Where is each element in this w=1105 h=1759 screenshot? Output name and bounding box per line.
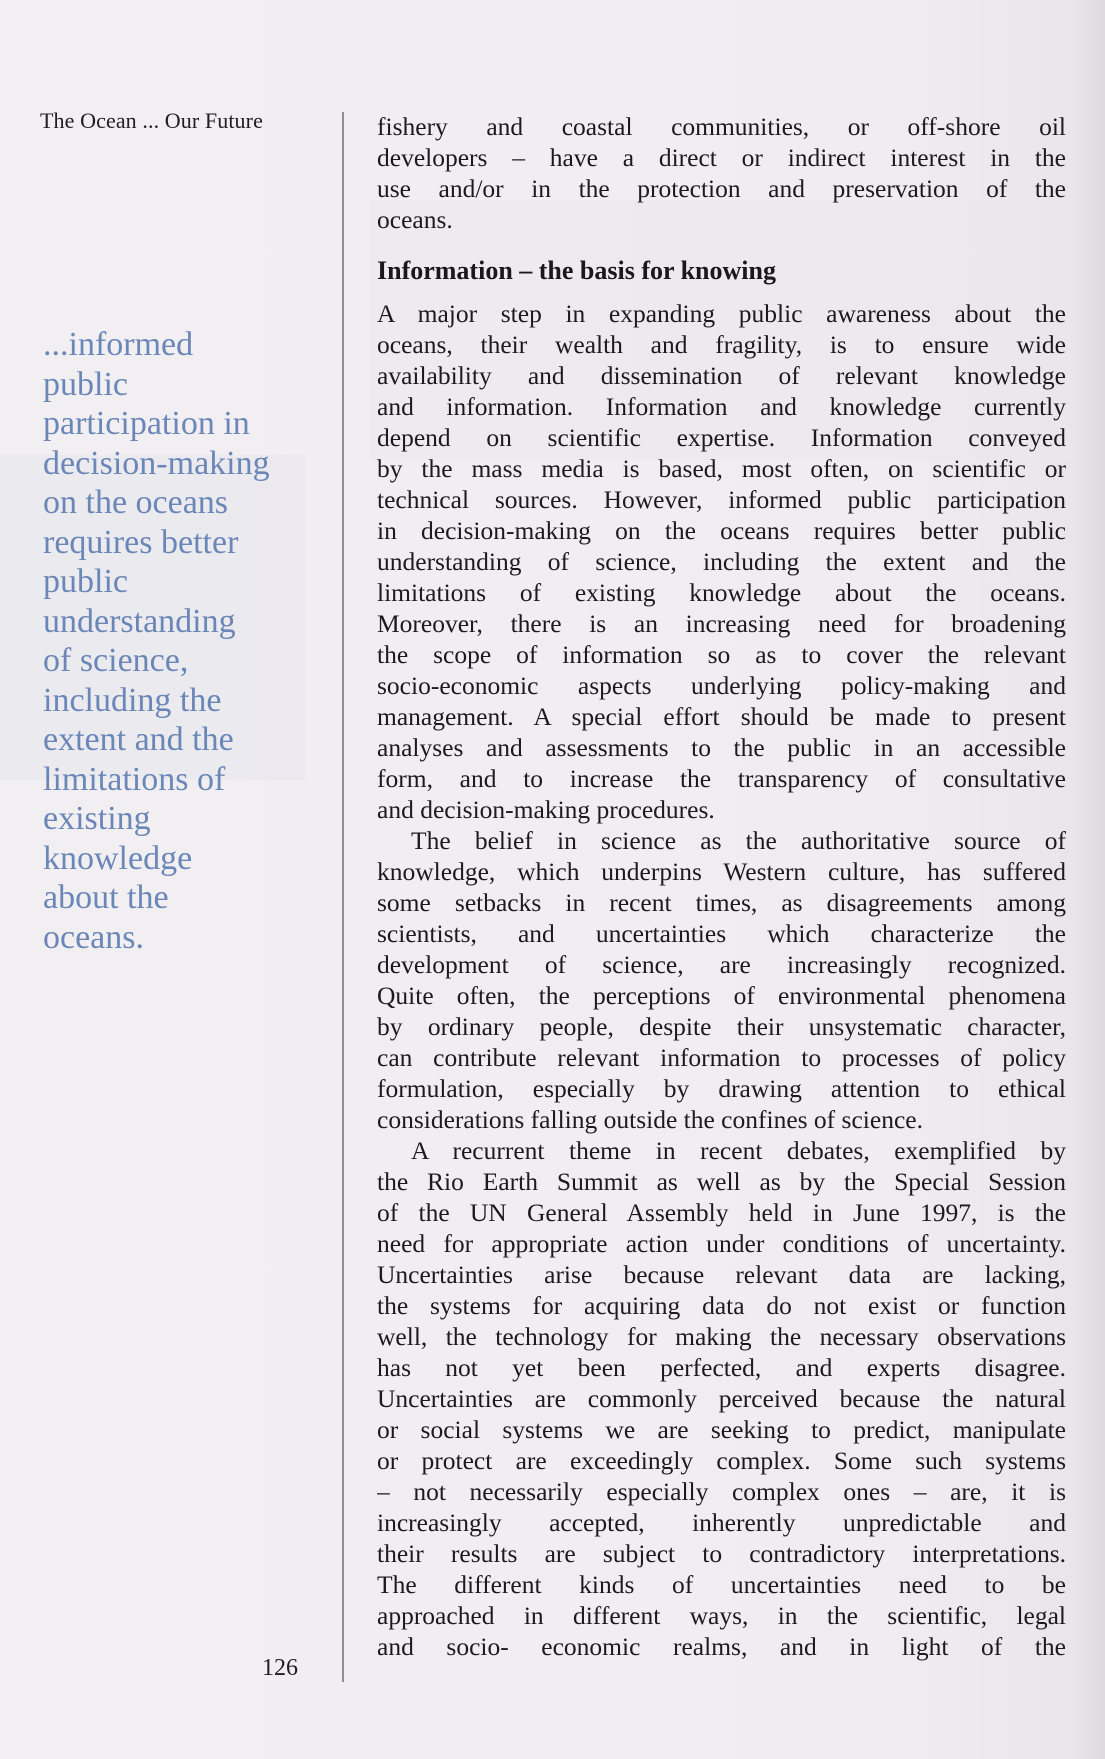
text-line: by the mass media is based, most often, on scientific or bbox=[377, 454, 1066, 483]
text-line: A recurrent theme in recent debates, exemplified by bbox=[411, 1136, 1066, 1165]
text-line: their results are subject to contradictory interpretations. bbox=[377, 1539, 1066, 1568]
text-line: knowledge, which underpins Western culture, has suffered bbox=[377, 857, 1066, 886]
text-line: and decision-making procedures. bbox=[377, 795, 715, 824]
body-text-column bbox=[377, 111, 1066, 1662]
text-line: fishery and coastal communities, or off-shore oil bbox=[377, 112, 1066, 141]
text-line: The belief in science as the authoritative source of bbox=[411, 826, 1066, 855]
pull-quote bbox=[43, 325, 313, 957]
pull-quote-line: public bbox=[43, 563, 128, 600]
pull-quote-line: of science, bbox=[43, 642, 189, 679]
text-line: of the UN General Assembly held in June 1997, is the bbox=[377, 1198, 1066, 1227]
text-line: A major step in expanding public awareness about the bbox=[377, 299, 1066, 328]
pull-quote-line: ...informed bbox=[43, 326, 194, 363]
text-line: in decision-making on the oceans requires better public bbox=[377, 516, 1066, 545]
pull-quote-line: oceans. bbox=[43, 918, 145, 956]
pull-quote-line: public bbox=[43, 365, 128, 403]
text-line: Moreover, there is an increasing need for broadening bbox=[377, 609, 1066, 638]
text-line: can contribute relevant information to processes of policy bbox=[377, 1043, 1066, 1072]
text-line: or protect are exceedingly complex. Some such systems bbox=[377, 1446, 1066, 1475]
text-line: – not necessarily especially complex ones – are, it is bbox=[377, 1477, 1066, 1506]
text-line: and information. Information and knowledge currently bbox=[377, 392, 1066, 421]
pull-quote-line: extent and the bbox=[43, 721, 234, 758]
page-number: 126 bbox=[262, 1655, 298, 1681]
pull-quote-line: existing bbox=[43, 800, 151, 837]
text-line: formulation, especially by drawing attention to ethical bbox=[377, 1074, 1066, 1103]
text-line: by ordinary people, despite their unsystematic character, bbox=[377, 1012, 1066, 1041]
text-line: some setbacks in recent times, as disagreements among bbox=[377, 888, 1066, 917]
paragraph-3 bbox=[377, 1135, 1066, 1662]
paragraph-2 bbox=[377, 825, 1066, 1135]
running-head: The Ocean ... Our Future bbox=[40, 108, 263, 133]
text-line: Uncertainties are commonly perceived because the natural bbox=[377, 1384, 1066, 1413]
text-line: increasingly accepted, inherently unpredictable and bbox=[377, 1508, 1066, 1537]
text-line: has not yet been perfected, and experts disagree. bbox=[377, 1353, 1066, 1382]
pull-quote-line: understanding bbox=[43, 602, 236, 640]
pull-quote-line: on the oceans bbox=[43, 484, 229, 521]
text-line: analyses and assessments to the public in an accessible bbox=[377, 733, 1066, 762]
text-line: Uncertainties arise because relevant data are lacking, bbox=[377, 1260, 1066, 1289]
text-line: oceans. bbox=[377, 205, 453, 234]
pull-quote-line: decision-making bbox=[43, 444, 270, 482]
text-line: and socio- economic realms, and in light of the bbox=[377, 1632, 1066, 1661]
text-line: availability and dissemination of relevant knowledge bbox=[377, 361, 1066, 390]
text-line: considerations falling outside the confines of science. bbox=[377, 1105, 923, 1134]
paragraph-1 bbox=[377, 298, 1066, 825]
text-line: socio-economic aspects underlying policy-making and bbox=[377, 671, 1066, 700]
pull-quote-line: including the bbox=[43, 681, 222, 719]
text-line: scientists, and uncertainties which characterize the bbox=[377, 919, 1066, 948]
intro-paragraph bbox=[377, 111, 1066, 235]
text-line: limitations of existing knowledge about the oceans. bbox=[377, 578, 1066, 607]
section-heading: Information – the basis for knowing bbox=[377, 256, 776, 285]
text-line: Quite often, the perceptions of environmental phenomena bbox=[377, 981, 1066, 1010]
text-line: development of science, are increasingly recognized. bbox=[377, 950, 1066, 979]
pull-quote-line: knowledge bbox=[43, 839, 193, 877]
text-line: management. A special effort should be made to present bbox=[377, 702, 1066, 731]
text-line: use and/or in the protection and preservation of the bbox=[377, 174, 1066, 203]
pull-quote-line: about the bbox=[43, 879, 169, 916]
text-line: technical sources. However, informed public participation bbox=[377, 485, 1066, 514]
text-line: approached in different ways, in the scientific, legal bbox=[377, 1601, 1066, 1630]
text-line: understanding of science, including the extent and the bbox=[377, 547, 1066, 576]
text-line: the Rio Earth Summit as well as by the Special Session bbox=[377, 1167, 1066, 1196]
text-line: well, the technology for making the necessary observations bbox=[377, 1322, 1066, 1351]
text-line: the scope of information so as to cover the relevant bbox=[377, 640, 1066, 669]
text-line: developers – have a direct or indirect interest in the bbox=[377, 143, 1066, 172]
text-line: The different kinds of uncertainties need to be bbox=[377, 1570, 1066, 1599]
text-line: form, and to increase the transparency of consultative bbox=[377, 764, 1066, 793]
pull-quote-line: requires better bbox=[43, 523, 239, 561]
text-line: oceans, their wealth and fragility, is to ensure wide bbox=[377, 330, 1066, 359]
text-line: or social systems we are seeking to predict, manipulate bbox=[377, 1415, 1066, 1444]
pull-quote-line: participation in bbox=[43, 405, 250, 442]
text-line: need for appropriate action under conditions of uncertainty. bbox=[377, 1229, 1066, 1258]
text-line: the systems for acquiring data do not exist or function bbox=[377, 1291, 1066, 1320]
text-line: depend on scientific expertise. Information conveyed bbox=[377, 423, 1066, 452]
pull-quote-line: limitations of bbox=[43, 760, 226, 798]
column-divider bbox=[342, 112, 344, 1682]
